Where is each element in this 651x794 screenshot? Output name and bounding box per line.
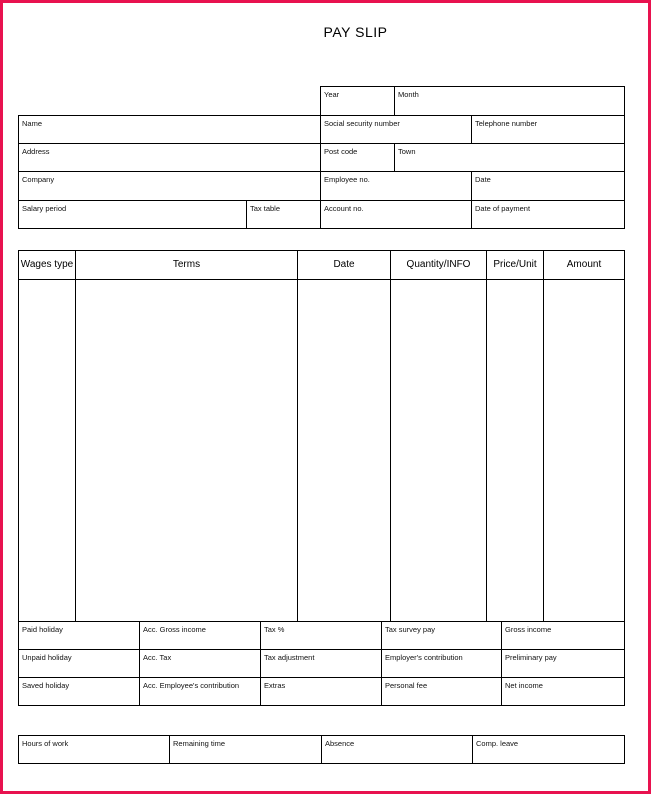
summary-label: Tax survey pay bbox=[385, 625, 436, 634]
summary-label: Tax % bbox=[264, 625, 285, 634]
tax-table-label: Tax table bbox=[250, 204, 281, 213]
summary-cell[interactable] bbox=[18, 621, 140, 650]
summary-label: Paid holiday bbox=[22, 625, 63, 634]
hours-of-work-label: Hours of work bbox=[22, 739, 69, 748]
hours-of-work-field[interactable] bbox=[18, 735, 170, 764]
tax-table-field[interactable] bbox=[246, 200, 321, 229]
wages-type-column-body[interactable] bbox=[18, 279, 76, 622]
date-of-payment-field[interactable] bbox=[471, 200, 625, 229]
summary-label: Tax adjustment bbox=[264, 653, 315, 662]
telephone-number-field[interactable] bbox=[471, 115, 625, 144]
summary-label: Gross income bbox=[505, 625, 552, 634]
date-of-payment-label: Date of payment bbox=[475, 204, 531, 213]
year-label: Year bbox=[324, 90, 340, 99]
account-no-label: Account no. bbox=[324, 204, 364, 213]
summary-cell[interactable] bbox=[139, 649, 261, 678]
summary-label: Unpaid holiday bbox=[22, 653, 72, 662]
summary-label: Acc. Tax bbox=[143, 653, 172, 662]
employee-no-label: Employee no. bbox=[324, 175, 370, 184]
comp-leave-label: Comp. leave bbox=[476, 739, 519, 748]
summary-label: Employer's contribution bbox=[385, 653, 463, 662]
summary-cell[interactable] bbox=[381, 621, 502, 650]
town-field[interactable] bbox=[394, 143, 625, 172]
date-label: Date bbox=[475, 175, 491, 184]
remaining-time-label: Remaining time bbox=[173, 739, 226, 748]
salary-period-field[interactable] bbox=[18, 200, 247, 229]
summary-label: Saved holiday bbox=[22, 681, 70, 690]
social-security-number-field[interactable] bbox=[320, 115, 472, 144]
post-code-field[interactable] bbox=[320, 143, 395, 172]
page-title: PAY SLIP bbox=[323, 24, 388, 40]
address-field[interactable] bbox=[18, 143, 321, 172]
comp-leave-field[interactable] bbox=[472, 735, 625, 764]
company-label: Company bbox=[22, 175, 55, 184]
column-header-amount: Amount bbox=[543, 250, 625, 280]
summary-cell[interactable] bbox=[260, 649, 382, 678]
summary-cell[interactable] bbox=[139, 677, 261, 706]
column-header-terms: Terms bbox=[75, 250, 298, 280]
year-field[interactable] bbox=[320, 86, 395, 116]
company-field[interactable] bbox=[18, 171, 321, 201]
month-label: Month bbox=[398, 90, 419, 99]
summary-label: Extras bbox=[264, 681, 286, 690]
name-label: Name bbox=[22, 119, 43, 128]
amount-column-body[interactable] bbox=[543, 279, 625, 622]
name-field[interactable] bbox=[18, 115, 321, 144]
summary-label: Preliminary pay bbox=[505, 653, 557, 662]
summary-cell[interactable] bbox=[501, 621, 625, 650]
town-label: Town bbox=[398, 147, 416, 156]
summary-cell[interactable] bbox=[260, 677, 382, 706]
post-code-label: Post code bbox=[324, 147, 358, 156]
absence-label: Absence bbox=[325, 739, 355, 748]
remaining-time-field[interactable] bbox=[169, 735, 322, 764]
telephone-number-label: Telephone number bbox=[475, 119, 538, 128]
terms-column-body[interactable] bbox=[75, 279, 298, 622]
summary-cell[interactable] bbox=[18, 649, 140, 678]
summary-cell[interactable] bbox=[501, 649, 625, 678]
salary-period-label: Salary period bbox=[22, 204, 67, 213]
column-header-wages-type: Wages type bbox=[18, 250, 76, 280]
month-field[interactable] bbox=[394, 86, 625, 116]
summary-label: Acc. Gross income bbox=[143, 625, 206, 634]
absence-field[interactable] bbox=[321, 735, 473, 764]
column-header-quantity-info: Quantity/INFO bbox=[390, 250, 487, 280]
summary-label: Acc. Employee's contribution bbox=[143, 681, 240, 690]
date-field[interactable] bbox=[471, 171, 625, 201]
column-header-date: Date bbox=[297, 250, 391, 280]
summary-cell[interactable] bbox=[381, 649, 502, 678]
social-security-number-label: Social security number bbox=[324, 119, 400, 128]
summary-cell[interactable] bbox=[381, 677, 502, 706]
quantity-info-column-body[interactable] bbox=[390, 279, 487, 622]
summary-cell[interactable] bbox=[18, 677, 140, 706]
summary-label: Personal fee bbox=[385, 681, 428, 690]
summary-cell[interactable] bbox=[139, 621, 261, 650]
column-header-price-unit: Price/Unit bbox=[486, 250, 544, 280]
employee-no-field[interactable] bbox=[320, 171, 472, 201]
summary-cell[interactable] bbox=[501, 677, 625, 706]
address-label: Address bbox=[22, 147, 50, 156]
account-no-field[interactable] bbox=[320, 200, 472, 229]
price-unit-column-body[interactable] bbox=[486, 279, 544, 622]
summary-label: Net income bbox=[505, 681, 543, 690]
date-column-body[interactable] bbox=[297, 279, 391, 622]
summary-cell[interactable] bbox=[260, 621, 382, 650]
